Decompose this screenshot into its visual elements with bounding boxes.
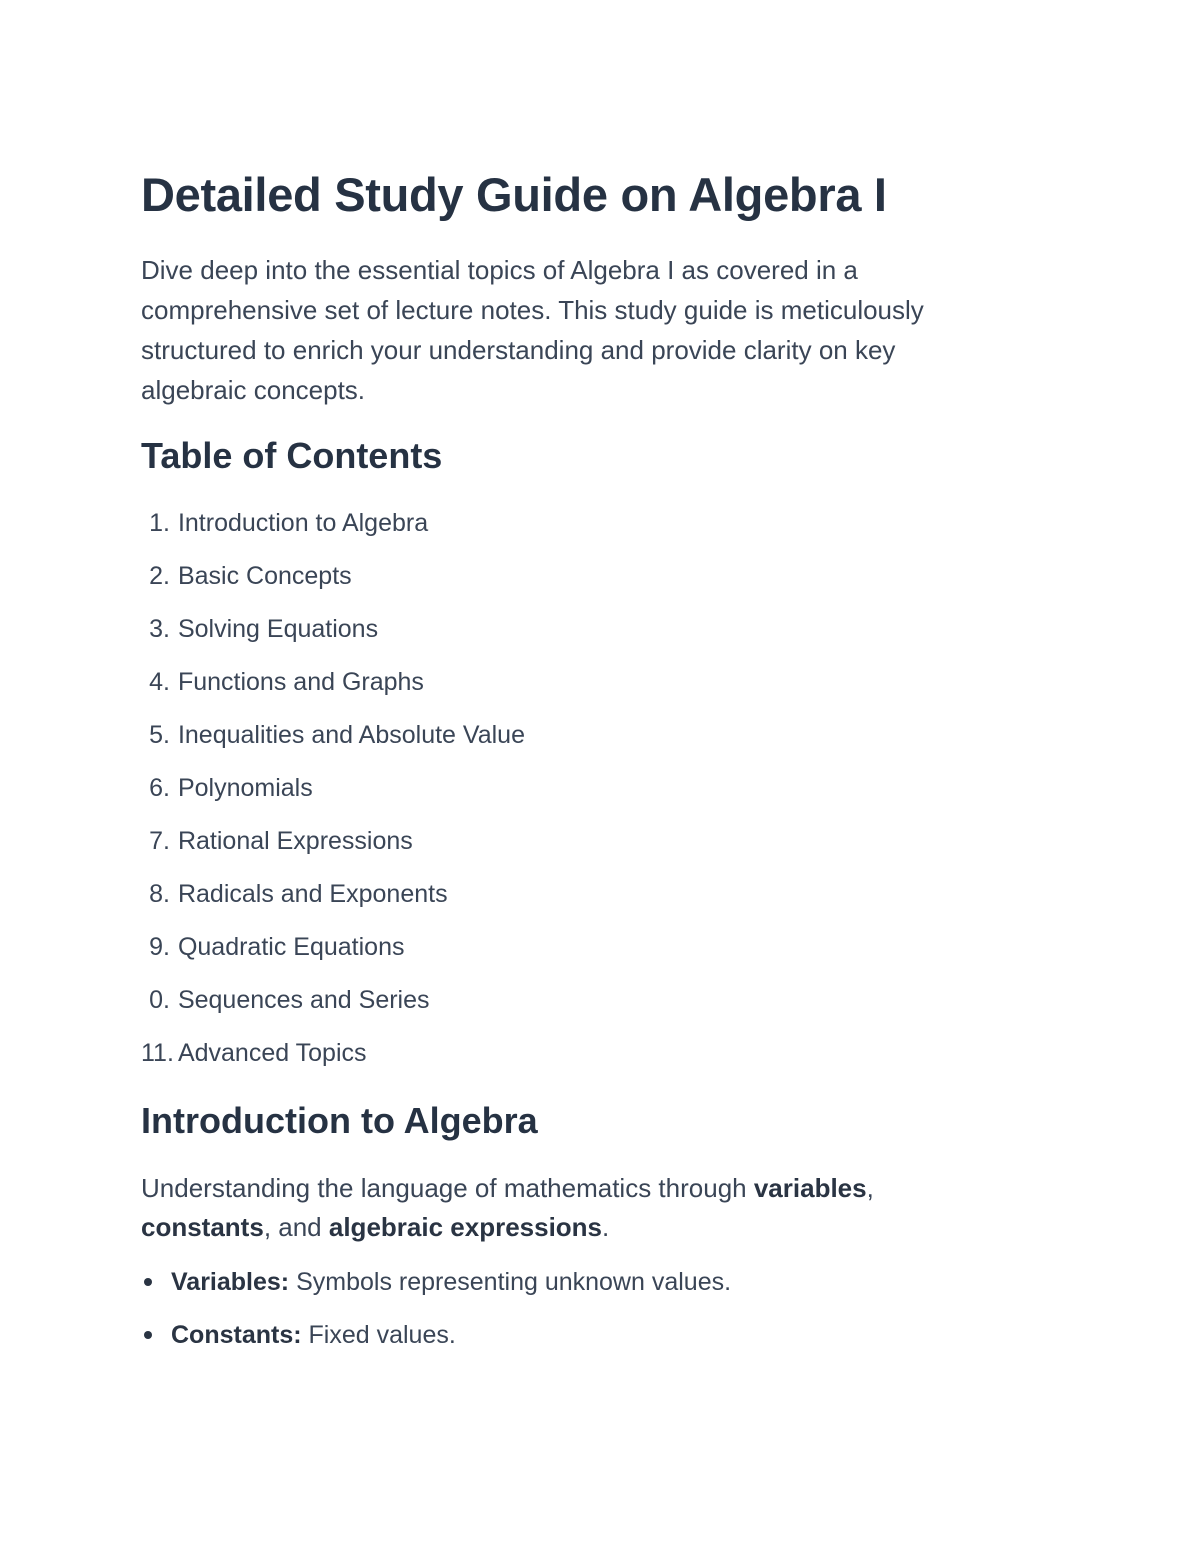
definition-term: Variables:	[171, 1268, 290, 1296]
toc-item-label: Quadratic Equations	[177, 933, 405, 961]
toc-item-number: 11.	[141, 1039, 174, 1067]
intro-text-part: ,	[866, 1173, 874, 1203]
section-heading-introduction: Introduction to Algebra	[141, 1100, 538, 1141]
toc-item-label: Basic Concepts	[177, 562, 352, 590]
intro-text-part: , and	[263, 1212, 329, 1242]
intro-bold-term: algebraic expressions	[328, 1212, 603, 1242]
toc-item-label: Solving Equations	[177, 615, 379, 643]
list-item	[141, 1315, 731, 1368]
bullet-icon	[144, 1278, 152, 1286]
bullet-icon	[144, 1331, 152, 1339]
toc-item-number: 6.	[149, 774, 170, 802]
toc-item	[141, 1032, 525, 1085]
intro-bold-term: variables	[753, 1173, 867, 1203]
list-item	[141, 1262, 731, 1315]
page-title: Detailed Study Guide on Algebra I	[141, 168, 887, 221]
intro-text-part: .	[602, 1212, 610, 1242]
definition-list	[141, 1262, 731, 1368]
toc-item-label: Advanced Topics	[177, 1039, 367, 1067]
intro-paragraph: Dive deep into the essential topics of Algebra I as covered in a comprehensive set of lecture notes. This study guide is meticulously structured to enrich your understanding and provide clarity on key algebraic concepts.	[141, 255, 924, 405]
toc-item	[141, 608, 525, 661]
toc-item-label: Polynomials	[177, 774, 313, 802]
toc-item	[141, 502, 525, 555]
toc-item-label: Sequences and Series	[177, 986, 430, 1014]
toc-item-number: 8.	[149, 880, 170, 908]
toc-item	[141, 661, 525, 714]
intro-bold-term: constants	[141, 1212, 264, 1242]
toc-item-label: Radicals and Exponents	[177, 880, 448, 908]
toc-item-label: Rational Expressions	[177, 827, 413, 855]
toc-item	[141, 979, 525, 1032]
toc-item	[141, 926, 525, 979]
section-intro-paragraph	[141, 1169, 1001, 1247]
toc-item-number: 3.	[149, 615, 170, 643]
toc-item-number: 2.	[149, 562, 170, 590]
toc-item-label: Inequalities and Absolute Value	[177, 721, 525, 749]
intro-text-part: Understanding the language of mathematics through	[141, 1173, 754, 1203]
toc-item	[141, 767, 525, 820]
definition-term: Constants:	[171, 1321, 302, 1349]
toc-item	[141, 820, 525, 873]
toc-item-number: 9.	[149, 933, 170, 961]
toc-item-number: 4.	[149, 668, 170, 696]
definition-description: Symbols representing unknown values.	[289, 1268, 732, 1296]
toc-item	[141, 555, 525, 608]
toc-item-label: Introduction to Algebra	[177, 509, 429, 537]
toc-item-number: 7.	[149, 827, 170, 855]
toc-item-label: Functions and Graphs	[177, 668, 424, 696]
toc-item-number: 1.	[149, 509, 170, 537]
definition-description: Fixed values.	[301, 1321, 456, 1349]
toc-item-number: 0.	[149, 986, 170, 1014]
toc-item-number: 5.	[149, 721, 170, 749]
toc-item	[141, 714, 525, 767]
toc-item	[141, 873, 525, 926]
table-of-contents	[141, 502, 525, 1085]
toc-heading: Table of Contents	[141, 435, 443, 476]
